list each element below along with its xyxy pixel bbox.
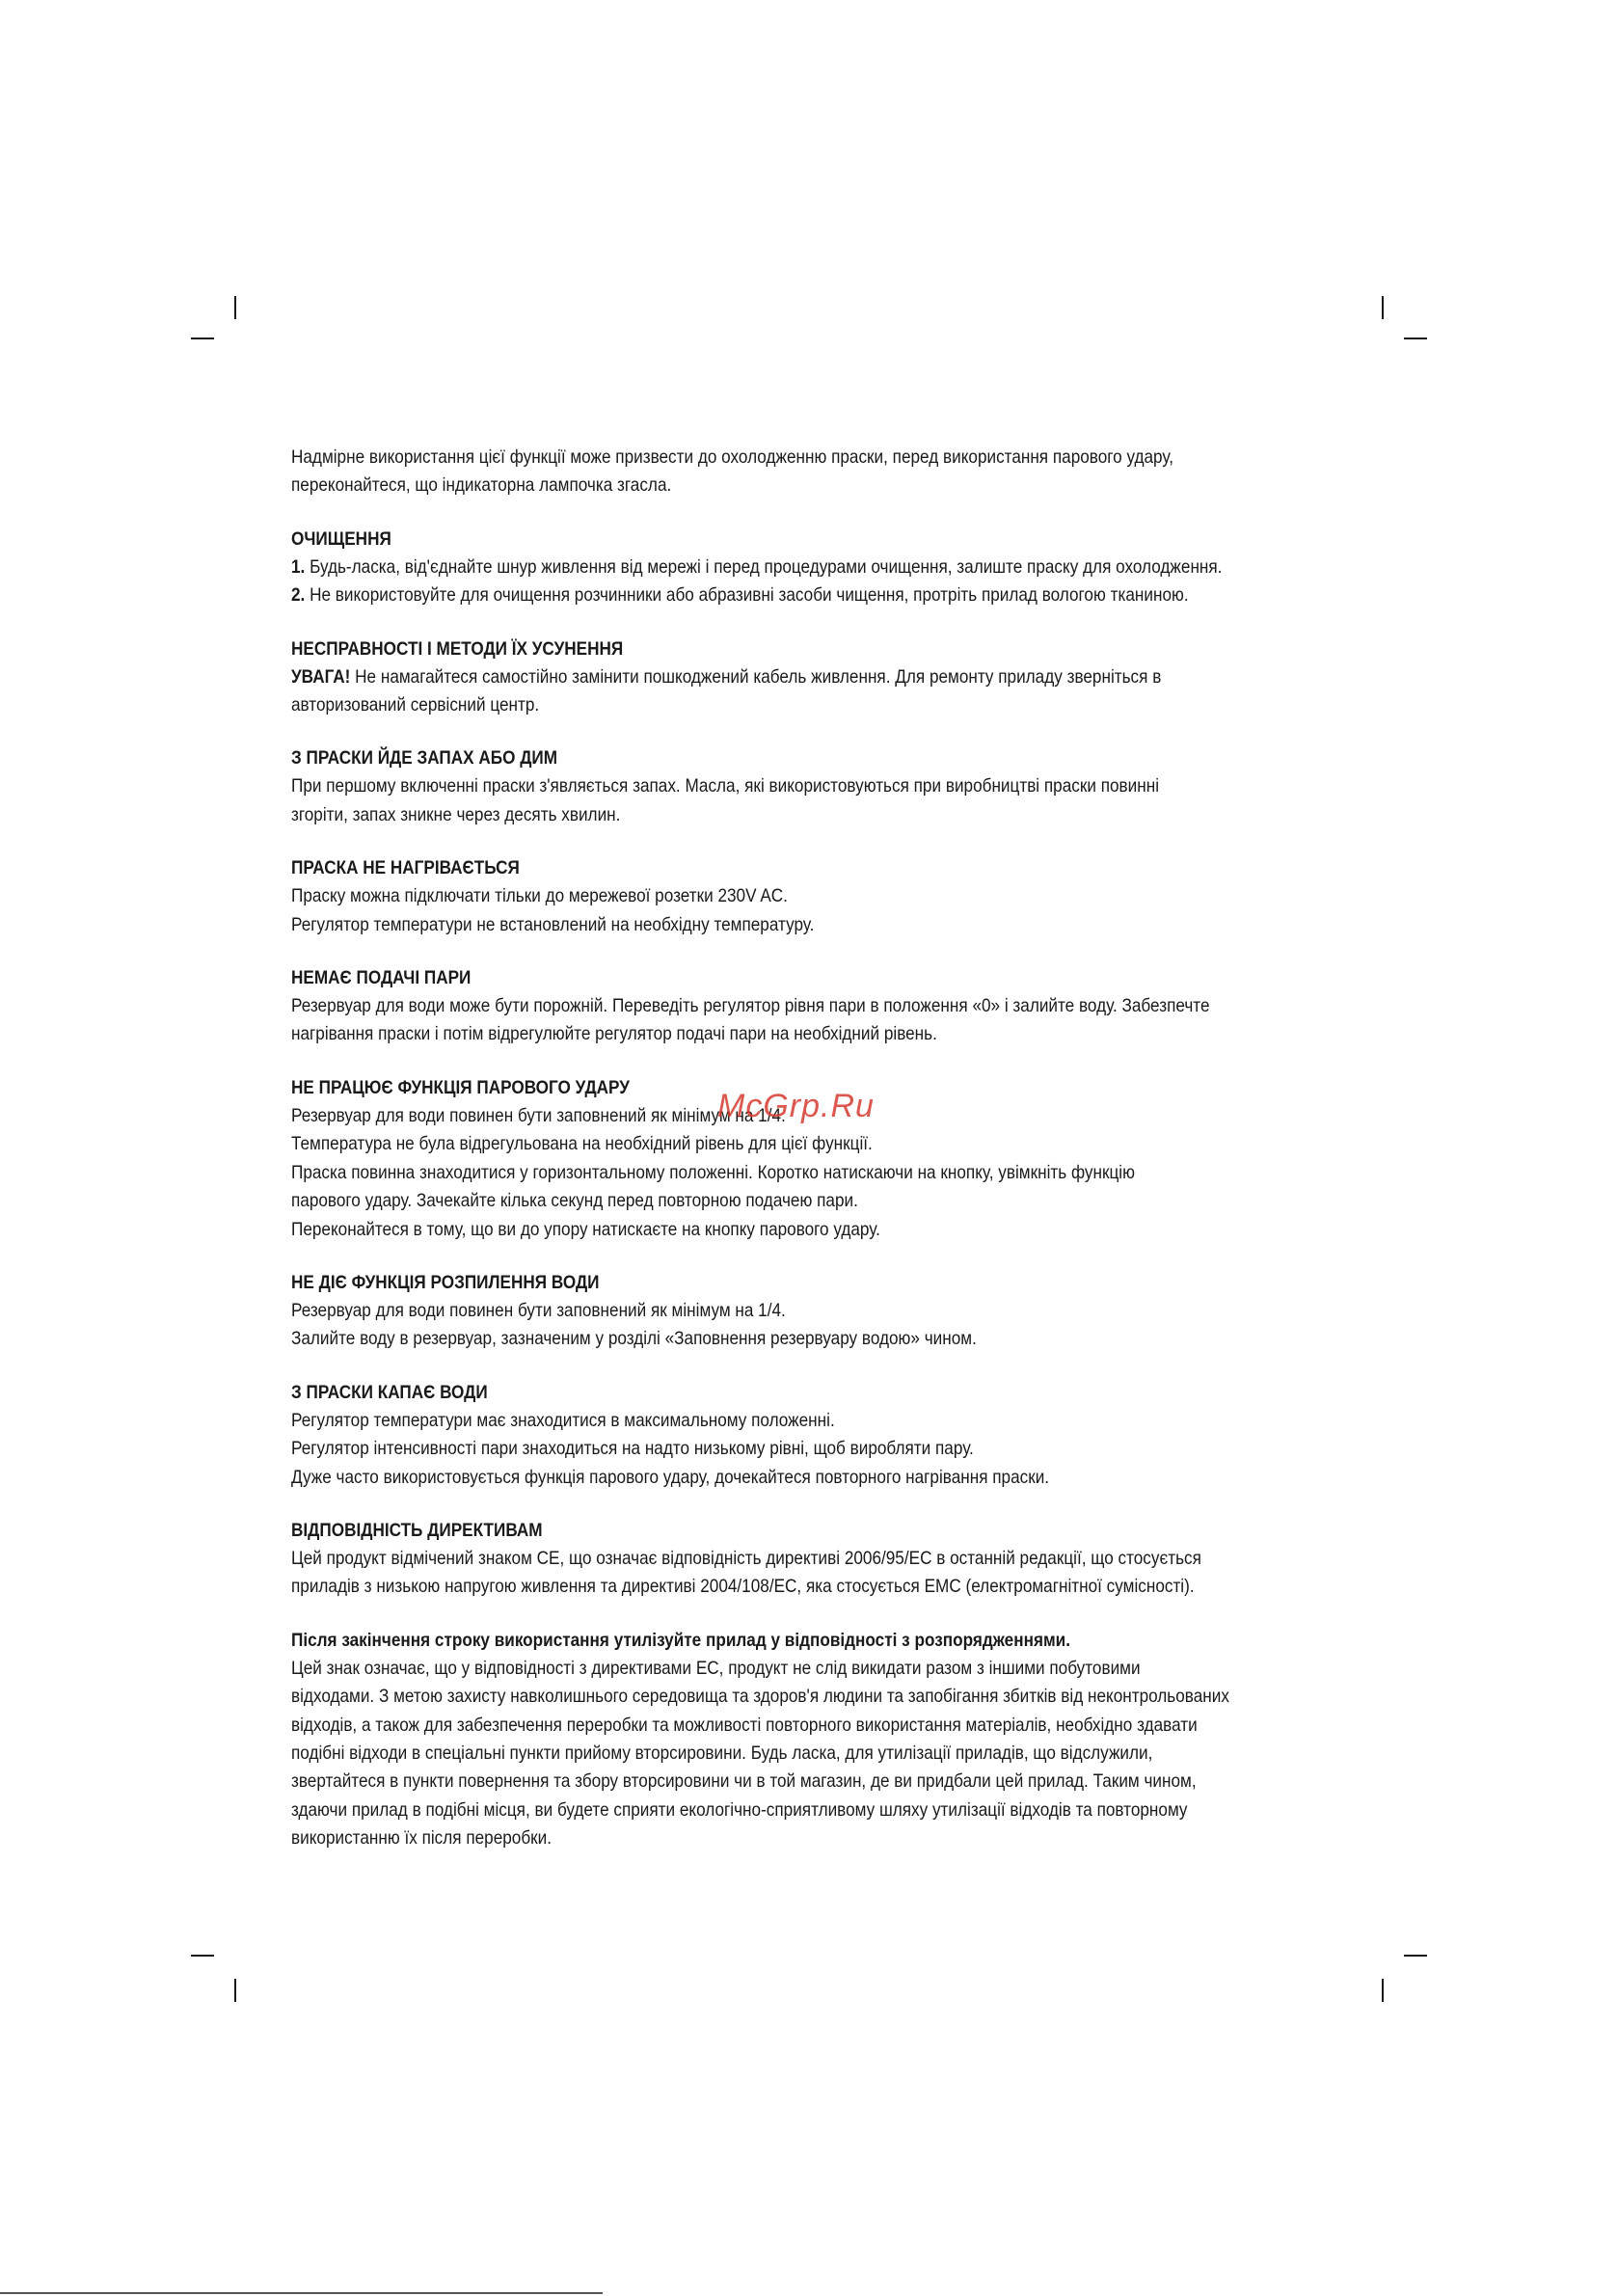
line-text: Резервуар для води повинен бути заповнений як мінімум на 1/4. [291,1299,786,1321]
line-text: Праску можна підключати тільки до мережевої розетки 230V AC. [291,885,788,907]
crop-mark-bottom-left-vertical [234,1979,236,2002]
section-text-line [291,1768,1332,1796]
section-text-line [291,554,1332,581]
crop-mark-top-left-horizontal [191,338,214,339]
section-text-line [291,992,1332,1020]
section-text-line [291,1020,1332,1048]
line-text: приладів з низькою напругою живлення та директиві 2004/108/EC, яка стосується EMC (електромагнітної сумісності). [291,1576,1195,1598]
line-text: відходами. З метою захисту навколишнього середовища та здоров'я людини та запобігання збитків від неконтрольованих [291,1686,1229,1708]
section [291,1379,1332,1492]
section-text-line [291,1740,1332,1768]
section-text-line [291,882,1332,910]
section-text-line [291,1824,1332,1852]
line-text: звертайтеся в пункти повернення та збору вторсировини чи в той магазин, де ви придбали цей прилад. Таким чином, [291,1770,1197,1793]
line-text: Переконайтеся в тому, що ви до упору натискаєте на кнопку парового удару. [291,1218,880,1240]
line-text: Цей продукт відмічений знаком CE, що означає відповідність директиві 2006/95/EC в останній редакції, що стосується [291,1547,1201,1569]
crop-mark-bottom-right-vertical [1382,1979,1384,2002]
line-text: Не використовуйте для очищення розчинники або абразивні засоби чищення, протріть прилад вологою тканиною. [305,584,1189,607]
crop-mark-top-right-vertical [1382,296,1384,319]
section-heading: З ПРАСКИ КАПАЄ ВОДИ [291,1381,488,1403]
line-text: нагрівання праски і потім відрегулюйте регулятор подачі пари на необхідний рівень. [291,1023,937,1045]
section-text-line [291,1545,1332,1573]
line-prefix: УВАГА! [291,665,351,688]
line-text: парового удару. Зачекайте кілька секунд перед повторною подачею пари. [291,1190,858,1212]
section [291,854,1332,939]
section-text-line [291,801,1332,829]
section-text-line [291,1655,1332,1683]
line-text: Будь-ласка, від'єднайте шнур живлення від мережі і перед процедурами очищення, залиште праску для охолодження. [305,555,1223,578]
section [291,635,1332,720]
crop-mark-bottom-right-horizontal [1404,1955,1427,1957]
line-text: авторизований сервісний центр. [291,694,540,716]
sections-container [291,526,1332,1853]
line-text: Регулятор температури має знаходитися в максимальному положенні. [291,1409,835,1431]
line-text: використанню їх після переробки. [291,1827,552,1850]
section-text-line [291,1159,1332,1187]
section [291,744,1332,829]
section-text-line [291,1407,1332,1435]
section-text-line [291,1325,1332,1353]
section-text-line [291,1187,1332,1215]
crop-mark-bottom-left-horizontal [191,1955,214,1957]
line-text: відходів, а також для забезпечення переробки та можливості повторного використання матеріалів, необхідно здавати [291,1714,1198,1736]
line-text: Температура не була відрегульована на необхідний рівень для цієї функції. [291,1133,873,1155]
section-text-line [291,772,1332,800]
section-text-line [291,1796,1332,1824]
section-heading: НЕМАЄ ПОДАЧІ ПАРИ [291,967,472,989]
section [291,964,1332,1049]
section-heading: НЕ ДІЄ ФУНКЦІЯ РОЗПИЛЕННЯ ВОДИ [291,1271,600,1293]
section-heading: ОЧИЩЕННЯ [291,527,391,550]
section-text-line [291,1573,1332,1601]
bottom-rule-divider [0,2292,603,2294]
line-text: Залийте воду в резервуар, зазначеним у розділі «Заповнення резервуару водою» чином. [291,1328,977,1350]
line-text: здаючи прилад в подібні місця, ви будете сприяти екологічно-сприятливому шляху утилізації відходів та повторному [291,1798,1188,1821]
section-heading: ПРАСКА НЕ НАГРІВАЄТЬСЯ [291,857,520,879]
section-text-line [291,1130,1332,1158]
section-heading: Після закінчення строку використання утилізуйте прилад у відповідності з розпорядженнями. [291,1629,1070,1651]
section-text-line [291,581,1332,609]
section [291,1269,1332,1354]
crop-mark-top-right-horizontal [1404,338,1427,339]
line-text: Регулятор інтенсивності пари знаходиться на надто низькому рівні, щоб виробляти пару. [291,1438,974,1460]
intro-line: Надмірне використання цієї функції може призвести до охолодженню праски, перед використання парового удару, [291,446,1174,468]
section-text-line [291,1216,1332,1244]
line-text: Дуже часто використовується функція парового удару, дочекайтеся повторного нагрівання праски. [291,1466,1050,1488]
section-text-line [291,1712,1332,1740]
section [291,1627,1332,1853]
line-text: згоріти, запах зникне через десять хвилин. [291,803,621,825]
crop-mark-top-left-vertical [234,296,236,319]
watermark-text: McGrp.Ru [717,1088,875,1124]
section [291,1517,1332,1602]
line-text: При першому включенні праски з'являється запах. Масла, які використовуються при виробництві праски повинні [291,775,1160,797]
line-text: подібні відходи в спеціальні пункти прийому вторсировини. Будь ласка, для утилізації приладів, що відслужили, [291,1742,1153,1764]
intro-paragraph [291,444,1332,500]
line-prefix: 1. [291,555,306,578]
section-text-line [291,1297,1332,1325]
section-text-line [291,1464,1332,1492]
line-text: Цей знак означає, що у відповідності з директивами ЕС, продукт не слід викидати разом з іншими побутовими [291,1657,1141,1679]
section-text-line [291,663,1332,691]
line-text: Резервуар для води повинен бути заповнений як мінімум на 1/4. [291,1104,786,1126]
line-prefix: 2. [291,584,306,607]
line-text: Не намагайтеся самостійно замінити пошкоджений кабель живлення. Для ремонту приладу зверніться в [350,665,1162,688]
section-heading: З ПРАСКИ ЙДЕ ЗАПАХ АБО ДИМ [291,747,558,770]
section-heading: НЕ ПРАЦЮЄ ФУНКЦІЯ ПАРОВОГО УДАРУ [291,1076,630,1098]
section-text-line [291,1683,1332,1711]
line-text: Регулятор температури не встановлений на необхідну температуру. [291,913,815,935]
section [291,526,1332,610]
section-text-line [291,1435,1332,1463]
manual-page-content [291,444,1332,1878]
intro-line: переконайтеся, що індикаторна лампочка згасла. [291,474,672,497]
line-text: Праска повинна знаходитися у горизонтальному положенні. Коротко натискаючи на кнопку, увімкніть функцію [291,1161,1135,1183]
line-text: Резервуар для води може бути порожній. Переведіть регулятор рівня пари в положення «0» і залийте воду. Забезпечте [291,995,1210,1017]
section-text-line [291,911,1332,939]
section-heading: НЕСПРАВНОСТІ І МЕТОДИ ЇХ УСУНЕННЯ [291,637,624,660]
section-heading: ВІДПОВІДНІСТЬ ДИРЕКТИВАМ [291,1519,543,1541]
section-text-line [291,691,1332,719]
